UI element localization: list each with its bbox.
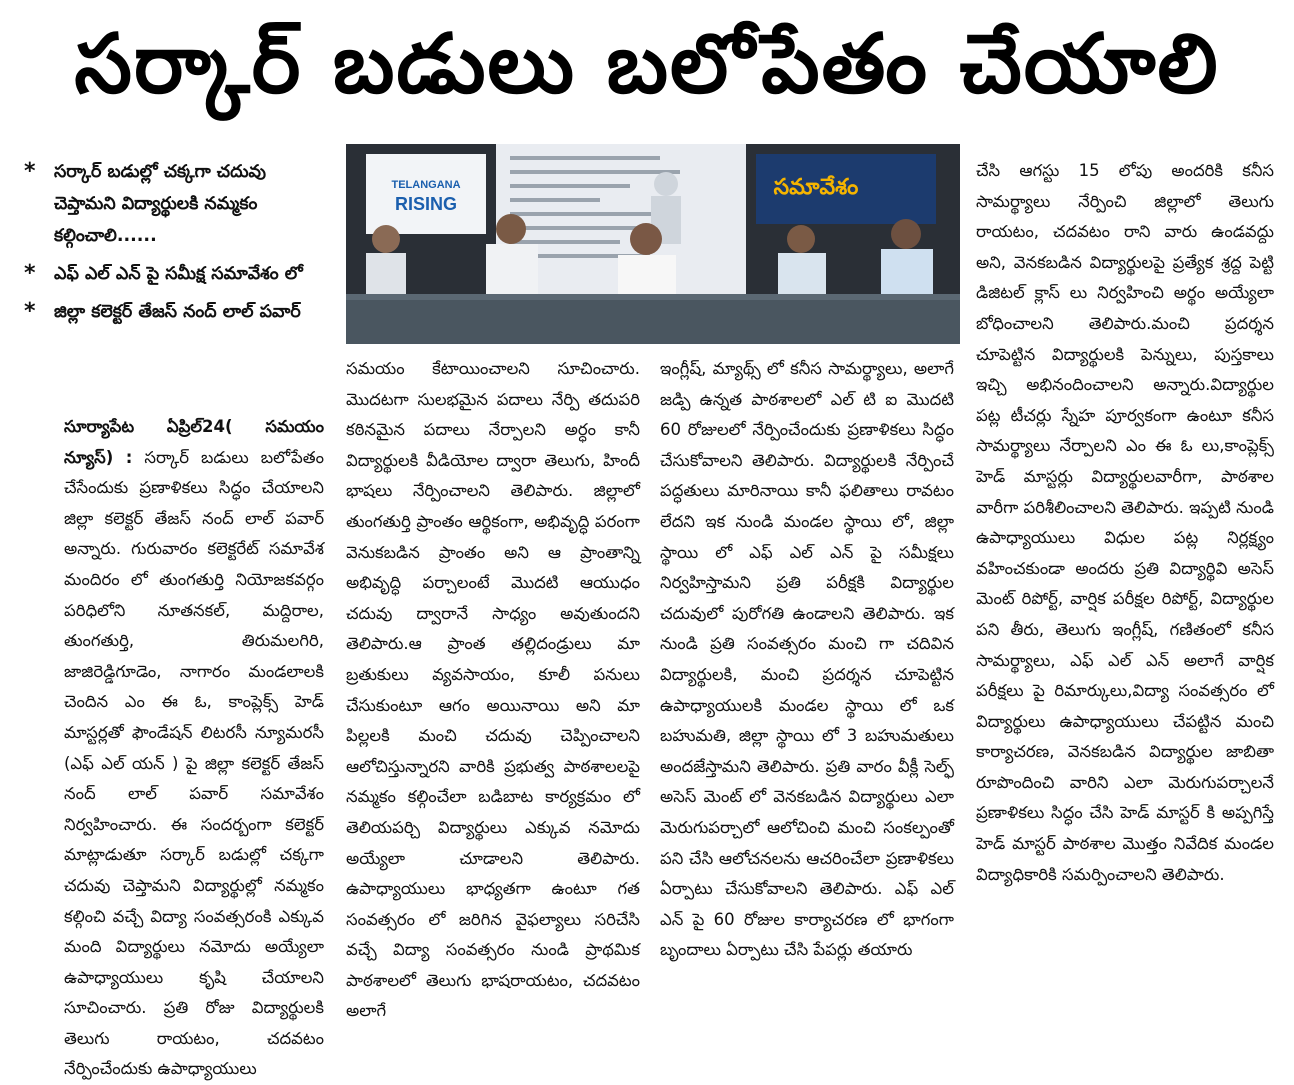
column-text: చేసి ఆగస్టు 15 లోపు అందరికి కనీస సామర్థ్యాలు నేర్పించి జిల్లాలో తెలుగు రాయటం, చదవటం రాని వారు ఉండవద్దు అని, వెనకబడిన విద్యార్థులపై ప్రత్యేక శ్రద్ద పెట్టి డిజిటల్ క్లాస్ లు నిర్వహించి అర్థం అయ్యేలా బోధించాలని తెలిపారు.మంచి ప్రదర్శన చూపెట్టిన విద్యార్థులకి పెన్నులు, పుస్తకాలు ఇచ్చి అభినందించాలని అన్నారు.విద్యార్థుల పట్ల టీచర్లు స్నేహ పూర్వకంగా ఉంటూ కనీస సామర్థ్యాలు నేర్పాలని ఎం ఈ ఓ లు,కాంప్లెక్స్ హెడ్ మాస్టర్లు విద్యార్థులవారీగా, పాఠశాల వారీగా పరిశీలించాలని తెలిపారు. ఇప్పటి నుండి ఉపాధ్యాయులు విధుల పట్ల నిర్లక్ష్యం వహించకుండా అందరు ప్రతి విద్యార్థివి అసెస్ మెంట్ రిపోర్ట్, వార్షిక పరీక్షల రిపోర్ట్, విద్యార్థుల పని తీరు, తెలుగు ఇంగ్లీష్, గణితంలో కనీస సామర్థ్యాలు, ఎఫ్ ఎల్ ఎన్ అలాగే వార్షిక పరీక్షలు పై రిమార్కులు,విద్యా సంవత్సరం లో విద్యార్థులు ఉపాధ్యాయులు చేపట్టిన మంచి కార్యాచరణ, వెనకబడిన విద్యార్థుల జాబితా రూపొందించి వారిని ఎలా మెరుగుపర్చాలనే ప్రణాళికలు సిద్ధం చేసి హెడ్ మాస్టర్ కి అప్పగిస్తే హెడ్ మాస్టర్ పాఠశాల మొత్తం నివేదిక మండల విద్యాధికారికి సమర్పించాలని తెలిపారు. xyxy=(976,161,1275,884)
meeting-photo xyxy=(346,144,960,344)
column-text: ఇంగ్లీష్, మ్యాథ్స్ లో కనీస సామర్థ్యాలు, అలాగే జడ్పి ఉన్నత పాఠశాలలో ఎల్ టి ఐ మొదటి 60 రోజులలో నేర్పించేందుకు ప్రణాళికలు సిద్ధం చేసుకోవాలని తెలిపారు. విద్యార్థులకి నేర్పించే పద్ధతులు మారినాయి కానీ ఫలితాలు రావటం లేదని ఇక నుండి మండల స్థాయి లో, జిల్లా స్థాయి లో ఎఫ్ ఎల్ ఎన్ పై సమీక్షలు నిర్వహిస్తామని ప్రతి పరీక్షకి విద్యార్థుల చదువులో పురోగతి ఉండాలని తెలిపారు. ఇక నుండి ప్రతి సంవత్సరం మంచి గా చదివిన విద్యార్థులకి, మంచి ప్రదర్శన చూపెట్టిన ఉపాధ్యాయులకి మండల స్థాయి లో ఒక బహుమతి, జిల్లా స్థాయి లో 3 బహుమతులు అందజేస్తామని తెలిపారు. ప్రతి వారం వీక్లీ సెల్ఫ్ అసెస్ మెంట్ లో వెనకబడిన విద్యార్థులు ఎలా మెరుగుపర్చాలో ఆలోచించి మంచి సంకల్పంతో పని చేసి ఆలోచనలను ఆచరించేలా ప్రణాళికలు ఏర్పాటు చేసుకోవాలని తెలిపారు. ఎఫ్ ఎల్ ఎన్ పై 60 రోజుల కార్యాచరణ లో భాగంగా బృందాలు ఏర్పాటు చేసి పేపర్లు తయారు xyxy=(660,359,954,960)
article-column-3 xyxy=(660,354,954,966)
star-bullet-icon: * xyxy=(24,159,36,184)
newspaper-clipping xyxy=(20,14,1275,1079)
meeting-photo-illustration xyxy=(346,144,960,344)
highlight-text: జిల్లా కలెక్టర్ తేజస్ నంద్ లాల్ పవార్ xyxy=(54,302,301,322)
highlight-item xyxy=(24,296,324,328)
highlight-text: సర్కార్ బడుల్లో చక్కగా చదువు చెప్తామని విద్యార్థులకి నమ్మకం కల్గించాలి...... xyxy=(54,162,266,246)
banner-text-2: RISING xyxy=(394,194,458,214)
column-text: సమయం కేటాయించాలని సూచించారు. మొదటగా సులభమైన పదాలు నేర్పి తదుపరి కఠినమైన పదాలు నేర్పాలని అర్ధం కానీ విద్యార్థులకి వీడియోల ద్వారా తెలుగు, హిందీ భాషలు నేర్పించాలని తెలిపారు. జిల్లాలో తుంగతుర్తి ప్రాంతం ఆర్థికంగా, అభివృద్ధి పరంగా వెనుకబడిన ప్రాంతం అని ఆ ప్రాంతాన్ని అభివృద్ధి పర్చాలంటే మొదటి ఆయుధం చదువు ద్వారానే సాధ్యం అవుతుందని తెలిపారు.ఆ ప్రాంత తల్లిదండ్రులు మా బ్రతుకులు వ్యవసాయం, కూలీ పనులు చేసుకుంటూ ఆగం అయినాయి అని మా పిల్లలకి మంచి చదువు చెప్పించాలని ఆలోచిస్తున్నారని వారికి ప్రభుత్వ పాఠశాలలపై నమ్మకం కల్గించేలా బడిబాట కార్యక్రమం లో తెలియపర్చి విద్యార్థులు ఎక్కువ నమోదు అయ్యేలా చూడాలని తెలిపారు. ఉపాధ్యాయులు భాధ్యతగా ఉంటూ గత సంవత్సరం లో జరిగిన వైఫల్యాలు సరిచేసి వచ్చే విద్యా సంవత్సరం నుండి ప్రాథమిక పాఠశాలలో తెలుగు భాషరాయటం, చదవటం అలాగే xyxy=(346,359,640,1021)
article-column-4 xyxy=(976,156,1274,890)
highlights-list xyxy=(24,156,324,334)
banner-text: TELANGANA xyxy=(391,179,461,191)
highlight-text: ఎఫ్ ఎల్ ఎన్ పై సమీక్ష సమావేశం లో xyxy=(54,264,303,284)
highlight-item xyxy=(24,156,324,252)
backdrop-heading: సమావేశం xyxy=(773,175,859,200)
column-text: సర్కార్ బడులు బలోపేతం చేసేందుకు ప్రణాళికలు సిద్ధం చేయాలని జిల్లా కలెక్టర్ తేజస్ నంద్ లాల్ పవార్ అన్నారు. గురువారం కలెక్టరేట్ సమావేశ మందిరం లో తుంగతుర్తి నియోజకవర్గం పరిధిలోని నూతనకల్, మద్దిరాల, తుంగతుర్తి, తిరుమలగిరి, జాజిరెడ్డిగూడెం, నాగారం మండలాలకి చెందిన ఎం ఈ ఓ, కాంప్లెక్స్ హెడ్ మాస్టర్లతో ఫౌండేషన్ లిటరసీ న్యూమరసీ (ఎఫ్ ఎల్ యన్ ) పై జిల్లా కలెక్టర్ తేజస్ నంద్ లాల్ పవార్ సమావేశం నిర్వహించారు. ఈ సందర్బంగా కలెక్టర్ మాట్లాడుతూ సర్కార్ బడుల్లో చక్కగా చదువు చెప్తామని విద్యార్థుల్లో నమ్మకం కల్గించి వచ్చే విద్యా సంవత్సరంకి ఎక్కువ మంది విద్యార్థులు నమోదు అయ్యేలా ఉపాధ్యాయులు కృషి చేయాలని సూచించారు. ప్రతి రోజు విద్యార్థులకి తెలుగు రాయటం, చదవటం నేర్పించేందుకు ఉపాధ్యాయులు xyxy=(64,447,324,1079)
article-column-2 xyxy=(346,354,640,1027)
conference-table xyxy=(346,294,960,344)
star-bullet-icon: * xyxy=(24,299,36,324)
article-column-1 xyxy=(24,412,324,1085)
star-bullet-icon: * xyxy=(24,261,36,286)
headline: సర్కార్ బడులు బలోపేతం చేయాలి xyxy=(74,16,1220,112)
dateline: సూర్యాపేట ఏప్రిల్24( సమయం న్యూస్) : xyxy=(64,417,324,467)
highlight-item xyxy=(24,258,324,290)
